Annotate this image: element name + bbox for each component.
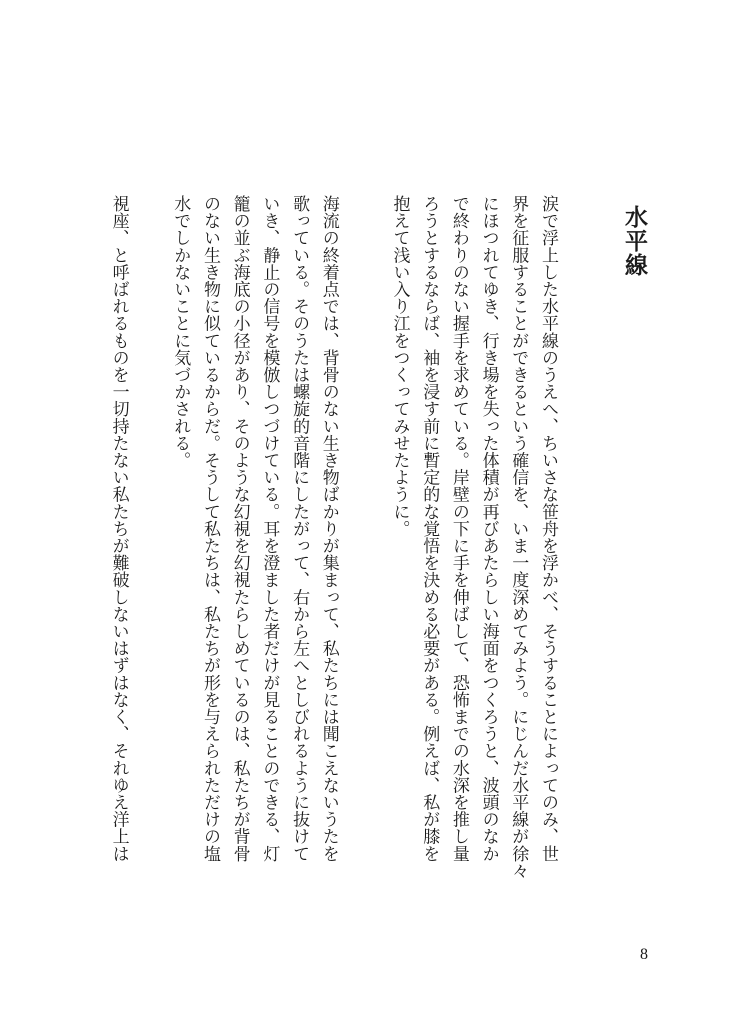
text-line: ろうとするならば、袖を浸す前に暫定的な覚悟を決める必要がある。例えば、私が膝を (419, 195, 440, 862)
chapter-title: 水平線 (621, 205, 648, 277)
text-line: 涙で浮上した水平線のうえへ、ちいさな笹舟を浮かべ、そうすることによってのみ、世 (538, 195, 558, 862)
text-line: にほつれてゆき、行き場を失った体積が再びあたらしい海面をつくろうと、波頭のなか (478, 195, 499, 862)
paragraph (103, 195, 133, 895)
body-text (103, 195, 562, 895)
text-line: で終わりのない握手を求めている。岸壁の下に手を伸ばして、恐怖までの水深を推し量 (448, 195, 469, 862)
paragraph (384, 195, 562, 895)
text-line: 抱えて浅い入り江をつくってみせたように。 (389, 195, 410, 537)
text-line: 歌っている。そのうたは螺旋的音階にしたがって、右から左へとしびれるように抜けて (289, 195, 310, 862)
text-line: 視座、と呼ばれるものを一切持たない私たちが難破しないはずはなく、それゆえ洋上は (108, 195, 129, 862)
text-line: いき、静止の信号を模倣しつづけている。耳を澄ました者だけが見ることのできる、灯 (259, 195, 280, 862)
paragraph (165, 195, 343, 895)
text-line: のない生き物に似ているからだ。そうして私たちは、私たちが形を与えられただけの塩 (199, 195, 220, 862)
page-number: 8 (640, 946, 648, 963)
text-line: 界を征服することができるという確信を、いま一度深めてみよう。にじんだ水平線が徐々 (508, 195, 529, 879)
text-line: 海流の終着点では、背骨のない生き物ばかりが集まって、私たちには聞こえないうたを (318, 195, 339, 862)
text-line: 水でしかないことに気づかされる。 (170, 195, 191, 469)
text-line: 籠の並ぶ海底の小径があり、そのような幻視を幻視たらしめているのは、私たちが背骨 (229, 195, 250, 862)
